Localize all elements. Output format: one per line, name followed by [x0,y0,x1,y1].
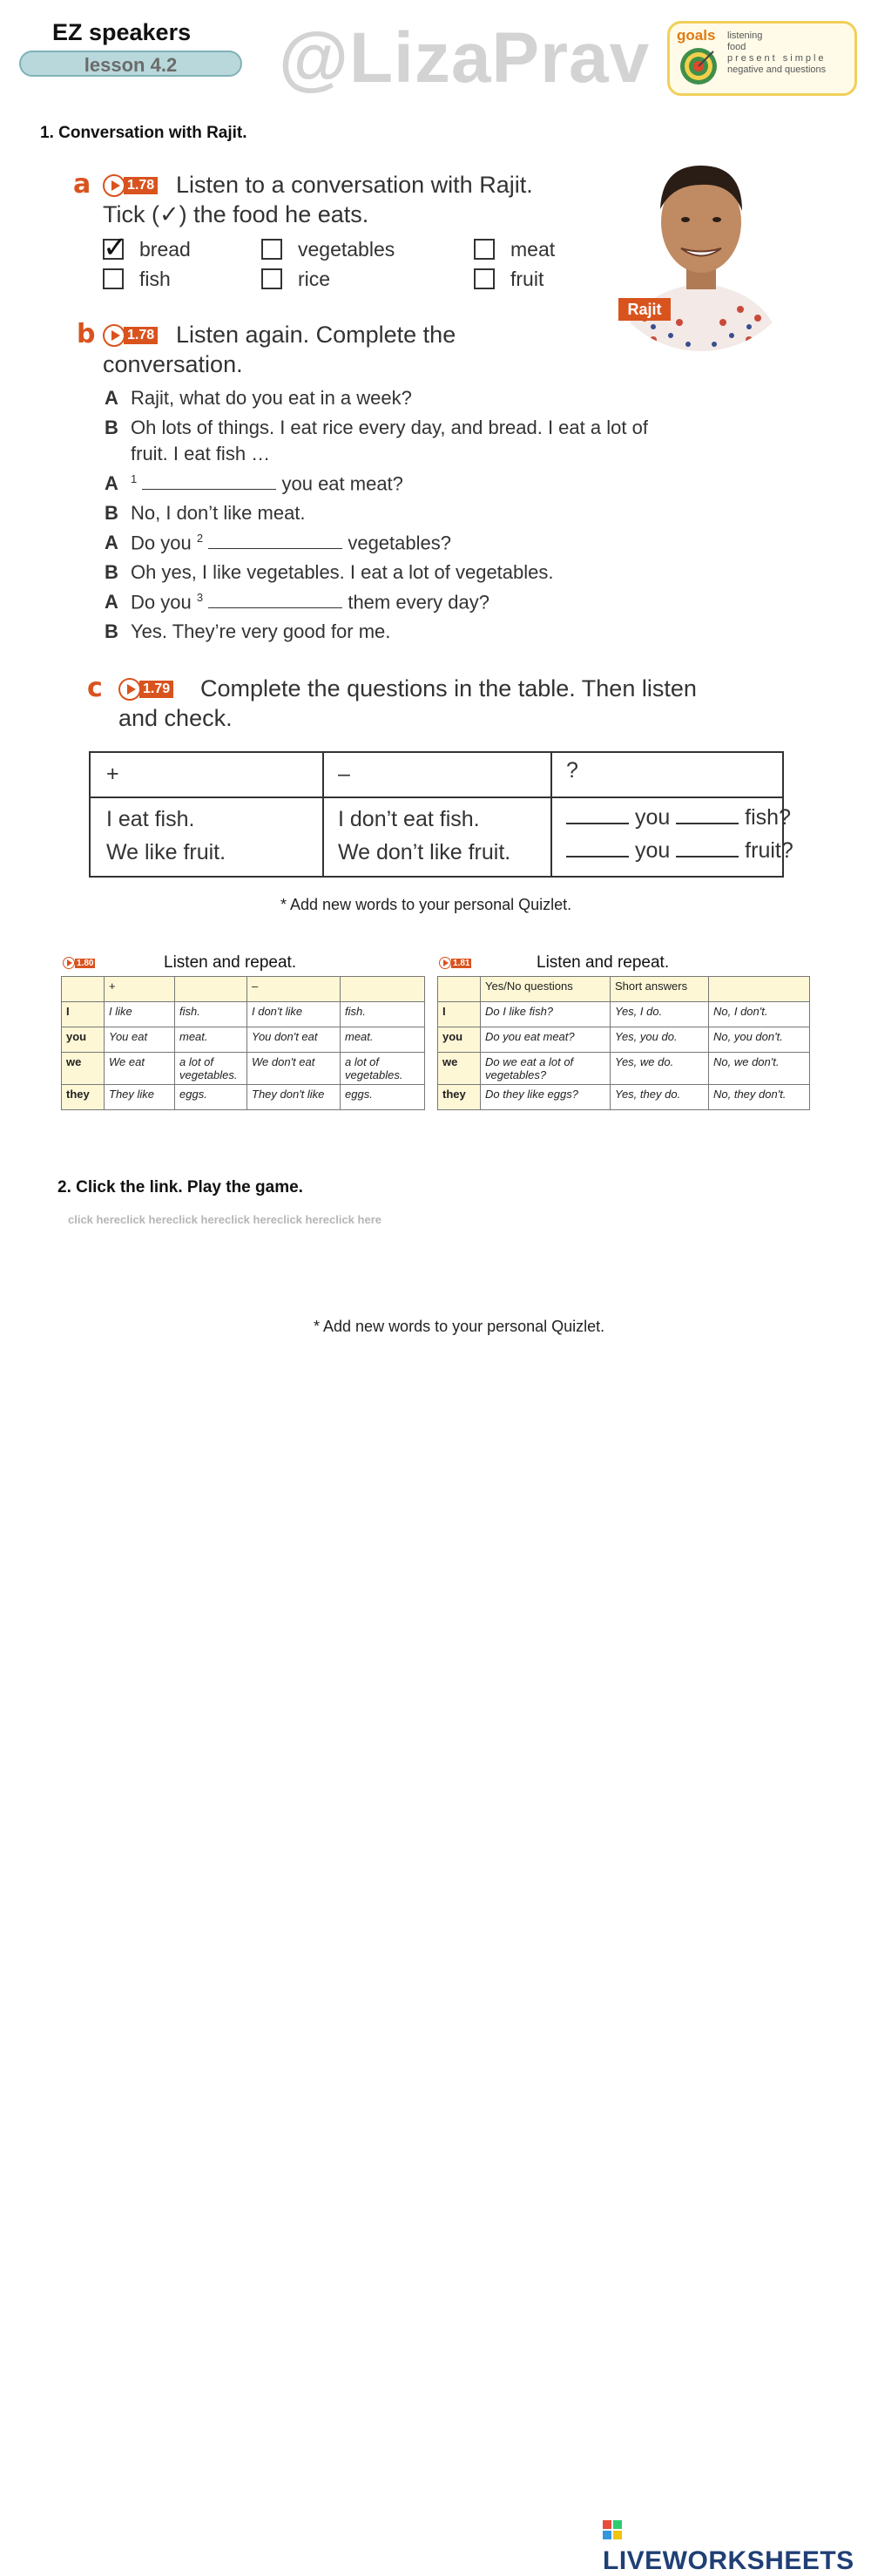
game-link[interactable]: click here [225,1213,277,1226]
quizlet-note-2: * Add new words to your personal Quizlet. [314,1318,605,1335]
goal-item: listening [727,31,763,41]
check-mark-icon: ✓ [103,231,128,264]
checkbox-label: fruit [510,268,544,290]
table-cell: I don’t eat fish. [338,807,480,831]
rajit-photo [601,139,801,357]
checkbox[interactable] [474,239,495,260]
exercise-a-instruction-1: Listen to a conversation with Rajit. [176,172,533,198]
audio-track-1-79[interactable] [118,678,173,701]
table-row: I Do I like fish? Yes, I do. No, I don't. [438,1002,810,1027]
audio-track-1-78[interactable] [103,174,158,197]
game-link[interactable]: click here [172,1213,225,1226]
quizlet-note: * Add new words to your personal Quizlet. [280,896,572,913]
grammar-table-affirmative-negative: + – I I like fish. I don't like fish. you You eat meat. You don't eat meat. we We eat a lot of vegetables. We don't eat a lot of vegetables. they They like eggs. They don't like eggs. [61,976,425,1110]
play-icon [63,957,75,969]
conversation: A Rajit, what do you eat in a week? B Oh lots of things. I eat rice every day, and bread. I eat a lot of fruit. I eat fish … A $^1$ you eat meat? B No, I don’t like meat. A Do you $^2$ vegetables? B Oh yes, I like vegetables. I eat a lot of vegetables. A Do you $^3$ them every day? B Yes. They’re very good for me. [105,387,648,642]
goals-label: goals [677,27,716,44]
game-link[interactable]: click here [329,1213,381,1226]
photo-label: Rajit [627,301,662,318]
checkbox-label: fish [139,268,171,290]
watermark: @LizaPrav [279,18,651,98]
goal-item: present simple [727,53,827,64]
checkbox[interactable] [103,268,124,289]
answer-blank[interactable] [566,805,629,824]
checkbox-label: bread [139,238,191,261]
play-icon [103,324,125,347]
game-link[interactable]: click here [120,1213,172,1226]
goals-box [667,21,857,96]
table-row: you Do you eat meat? Yes, you do. No, you don't. [438,1027,810,1053]
exercise-b-letter: b [77,319,96,349]
answer-blank-3[interactable] [208,592,342,608]
answer-blank[interactable] [676,838,739,858]
checkbox[interactable] [261,239,282,260]
checkbox-label: vegetables [298,238,395,261]
answer-blank-2[interactable] [208,532,342,549]
grammar-left [61,953,425,1110]
table-question-row: you fish? [566,805,791,830]
table-row: I I like fish. I don't like fish. [62,1002,425,1027]
track-number: 1.78 [124,327,158,344]
goals-list [727,31,827,76]
checkbox[interactable] [261,268,282,289]
lesson-badge: lesson 4.2 [19,51,242,77]
game-link[interactable]: click here [277,1213,329,1226]
answer-blank[interactable] [676,805,739,824]
audio-track-1-81[interactable]: 1.81 [439,957,471,969]
game-link[interactable]: click here [68,1213,120,1226]
table-row: they They like eggs. They don't like eggs. [62,1085,425,1110]
table-row: they Do they like eggs? Yes, they do. No, they don't. [438,1085,810,1110]
audio-track-1-80[interactable]: 1.80 [63,957,95,969]
track-number: 1.79 [139,681,173,698]
track-number: 1.78 [124,177,158,194]
table-row: we We eat a lot of vegetables. We don't eat a lot of vegetables. [62,1053,425,1085]
table-cell: We like fruit. [106,840,226,864]
audio-track-1-78[interactable] [103,324,158,347]
section-1-title: 1. Conversation with Rajit. [40,124,247,142]
play-icon [118,678,141,701]
grammar-table-questions: Yes/No questions Short answers I Do I like fish? Yes, I do. No, I don't. you Do you eat meat? Yes, you do. No, you don't. we Do we eat a lot of vegetables? Yes, we do. No, we don't. they Do they like eggs? Yes, they do. No, they don't. [437,976,810,1110]
exercise-b-instruction-1: Listen again. Complete the [176,322,456,348]
checkbox-label: meat [510,238,556,261]
checkbox[interactable] [103,231,128,264]
checkbox-label: rice [298,268,331,290]
exercise-a-letter: a [73,169,91,200]
table-row: you You eat meat. You don't eat meat. [62,1027,425,1053]
question-table [89,751,793,878]
goal-item: food [727,42,746,52]
table-cell: I eat fish. [106,807,195,831]
play-icon [103,174,125,197]
table-cell: We don’t like fruit. [338,840,511,864]
game-links [68,1213,381,1226]
exercise-c-letter: c [87,673,103,703]
table-row: we Do we eat a lot of vegetables? Yes, we do. No, we don't. [438,1053,810,1085]
goal-item: negative and questions [727,64,827,75]
exercise-c-instruction-1: Complete the questions in the table. Then listen [200,675,697,702]
table-header-question: ? [566,758,578,783]
liveworksheets-logo: LIVEWORKSHEETS [603,2517,871,2576]
exercise-a-instruction-2: Tick (✓) the food he eats. [103,201,369,227]
brand-title: EZ speakers [52,19,192,45]
answer-blank[interactable] [566,838,629,858]
table-question-row: you fruit? [566,838,793,864]
grammar-right [437,953,810,1110]
table-header-plus: + [106,762,119,786]
logo-icon [603,2520,624,2541]
play-icon [439,957,451,969]
exercise-b-instruction-2: conversation. [103,351,243,377]
checkbox[interactable] [474,268,495,289]
grammar-right-title: Listen and repeat. [537,953,670,972]
grammar-left-title: Listen and repeat. [164,953,297,972]
target-icon [679,46,719,86]
exercise-c-instruction-2: and check. [118,705,233,731]
table-header-minus: – [338,762,350,786]
section-2-title: 2. Click the link. Play the game. [57,1178,303,1196]
answer-blank-1[interactable] [142,473,276,490]
